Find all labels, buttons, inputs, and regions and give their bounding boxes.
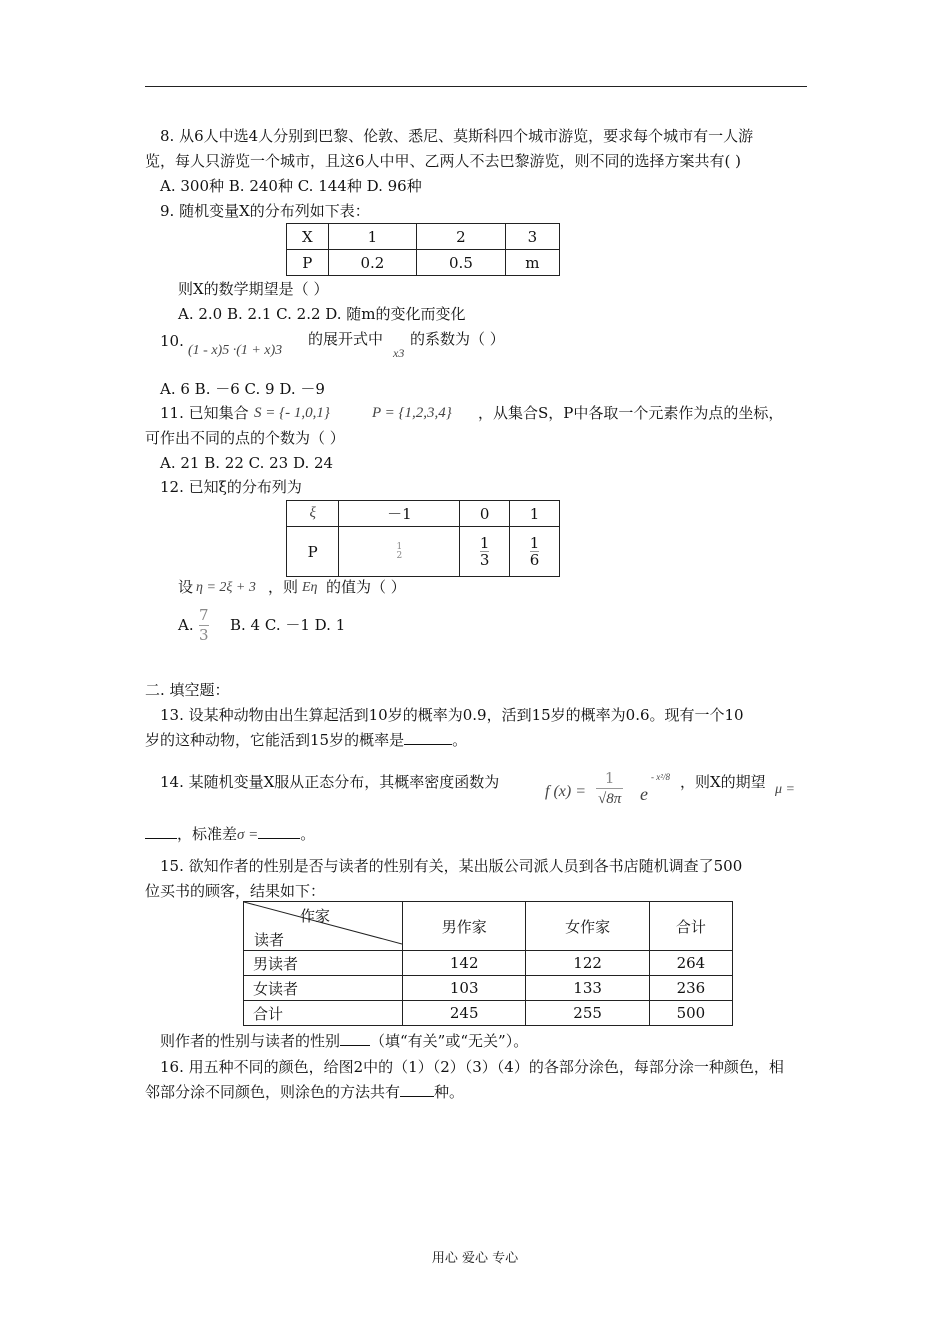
q14-blank-mu[interactable] (145, 824, 177, 839)
q16-line2 (145, 1082, 464, 1102)
q15-corner-bottom: 读者 (254, 931, 285, 949)
q15-line2: 位买书的顾客，结果如下： (145, 882, 326, 900)
q15-row0-v2: 264 (649, 951, 732, 976)
q8-line2: 览，每人只游览一个城市，且这6人中甲、乙两人不去巴黎游览，则不同的选择方案共有( ) (145, 152, 742, 170)
q11-line2: 可作出不同的点的个数为（ ） (145, 429, 345, 447)
q12-mid: ，则 (268, 578, 299, 596)
q12-options-rest: B. 4 C. －1 D. 1 (230, 616, 346, 634)
q14-line2 (145, 824, 315, 845)
q16-line2a: 邻部分涂不同颜色，则涂色的方法共有 (145, 1083, 401, 1101)
q14-sigma: σ = (237, 827, 259, 843)
q15-blank[interactable] (340, 1031, 370, 1046)
q8-line1: 8. 从6人中选4人分别到巴黎、伦敦、悉尼、莫斯科四个城市游览，要求每个城市有一人游 (160, 127, 754, 145)
q12-suffix: 的值为（ ） (326, 578, 406, 596)
q15-col2: 合计 (649, 902, 732, 951)
q15-row1-v0: 103 (403, 976, 526, 1001)
q15-table (243, 901, 733, 1026)
q15-row0-label: 男读者 (244, 951, 403, 976)
q15-corner-top: 作家 (300, 907, 331, 925)
q14-end: 。 (300, 825, 316, 843)
q14-p3: ，标准差 (177, 825, 238, 843)
q12-frac3-num: 1 (529, 534, 540, 552)
q15-after-a: 则作者的性别与读者的性别 (160, 1032, 341, 1050)
q10-text2: 的系数为（ ） (410, 330, 505, 348)
q12-frac1 (396, 543, 402, 561)
q15-row2-v2: 500 (649, 1001, 732, 1026)
q11-options: A. 21 B. 22 C. 23 D. 24 (160, 454, 334, 472)
q15-row2-v1: 255 (526, 1001, 649, 1026)
q15-after (160, 1031, 528, 1051)
q12-frac2-num: 1 (479, 534, 490, 552)
q14-fx: f (x) = (545, 783, 586, 800)
q9-stem: 9. 随机变量X的分布列如下表： (160, 202, 370, 220)
q16-blank[interactable] (400, 1082, 434, 1097)
q12-h2: 0 (460, 501, 510, 527)
q12-eta: η = 2ξ + 3 (196, 580, 256, 595)
q12-optA-den: 3 (199, 626, 209, 644)
q13-end: 。 (452, 731, 468, 749)
q15-row1-v1: 133 (526, 976, 649, 1001)
q14-num: 1 (604, 769, 615, 787)
q12-prefix: 设 (178, 578, 194, 596)
q15-row0-v1: 122 (526, 951, 649, 976)
q12-frac3-den: 6 (529, 551, 540, 569)
q12-p3 (510, 527, 560, 577)
q14-exp: - x²/8 (651, 772, 670, 782)
q16-line2b: 种。 (434, 1083, 465, 1101)
q12-p2 (460, 527, 510, 577)
q14-blank-sigma[interactable] (258, 824, 300, 839)
q14-p2: ，则X的期望 (680, 773, 766, 791)
q12-optA-num: 7 (199, 606, 209, 624)
q9-h1: 1 (328, 224, 417, 250)
q11-setP: P = {1,2,3,4} (372, 405, 452, 421)
q11-p2: ，从集合S，P中各取一个元素作为点的坐标， (478, 404, 784, 422)
q10-term: x3 (393, 346, 405, 360)
q12-table (286, 500, 560, 577)
q12-expect: Eη (302, 580, 318, 595)
q8-options: A. 300种 B. 240种 C. 144种 D. 96种 (160, 177, 422, 195)
q12-frac2 (480, 535, 490, 568)
q15-col0: 男作家 (403, 902, 526, 951)
q12-frac2-den: 3 (479, 551, 490, 569)
q9-options: A. 2.0 B. 2.1 C. 2.2 D. 随m的变化而变化 (178, 305, 466, 323)
q10-expr: (1 - x)5 ·(1 + x)3 (188, 343, 283, 358)
q9-question: 则X的数学期望是（ ） (178, 280, 329, 298)
q15-row0-v0: 142 (403, 951, 526, 976)
q15-row1-label: 女读者 (244, 976, 403, 1001)
q12-optA-frac (199, 606, 209, 645)
q15-corner (244, 902, 403, 951)
q12-p1 (339, 527, 460, 577)
q10-text1: 的展开式中 (308, 330, 384, 348)
section2-title: 二. 填空题： (145, 681, 230, 699)
q9-r2: 0.5 (417, 250, 506, 276)
q15-line1: 15. 欲知作者的性别是否与读者的性别有关，某出版公司派人员到各书店随机调查了500 (160, 857, 743, 875)
q9-h3: 3 (505, 224, 559, 250)
q9-r1: 0.2 (328, 250, 417, 276)
header-rule (145, 86, 807, 87)
q14-den: √8π (596, 788, 623, 809)
q11-setS: S = {- 1,0,1} (254, 405, 330, 421)
q12-row-label: P (287, 527, 339, 577)
q13-line2-text: 岁的这种动物，它能活到15岁的概率是 (145, 731, 405, 749)
q16-line1: 16. 用五种不同的颜色，给图2中的（1）（2）（3）（4）的各部分涂色，每部分涂一种颜色，相 (160, 1058, 784, 1076)
q14-frac (596, 768, 623, 809)
q14-p1: 14. 某随机变量X服从正态分布，其概率密度函数为 (160, 773, 500, 791)
q9-table (286, 223, 560, 276)
q9-h0: X (287, 224, 329, 250)
q12-optA-label: A. (178, 616, 194, 634)
q12-h1: －1 (339, 501, 460, 527)
q13-line2 (145, 730, 467, 750)
q9-r3: m (505, 250, 559, 276)
q11-p1: 11. 已知集合 (160, 404, 249, 422)
q12-frac1-num: 1 (396, 542, 403, 552)
q12-frac3 (530, 535, 540, 568)
q12-h0: ξ (287, 501, 339, 527)
q15-row2-v0: 245 (403, 1001, 526, 1026)
q14-e: e (640, 784, 648, 804)
q15-after-b: （填“有关”或“无关”）。 (370, 1032, 529, 1050)
q10-options: A. 6 B. －6 C. 9 D. －9 (160, 380, 325, 398)
q13-blank[interactable] (404, 730, 452, 745)
q14-mu: μ = (775, 782, 795, 797)
q13-line1: 13. 设某种动物由出生算起活到10岁的概率为0.9，活到15岁的概率为0.6。现有一个10 (160, 706, 744, 724)
q10-num: 10. (160, 332, 184, 350)
q9-h2: 2 (417, 224, 506, 250)
q12-stem: 12. 已知ξ的分布列为 (160, 478, 302, 496)
q15-row2-label: 合计 (244, 1001, 403, 1026)
page-footer: 用心 爱心 专心 (431, 1251, 519, 1266)
q12-h3: 1 (510, 501, 560, 527)
q15-row1-v2: 236 (649, 976, 732, 1001)
q12-frac1-den: 2 (396, 551, 403, 561)
q9-r0: P (287, 250, 329, 276)
q15-col1: 女作家 (526, 902, 649, 951)
